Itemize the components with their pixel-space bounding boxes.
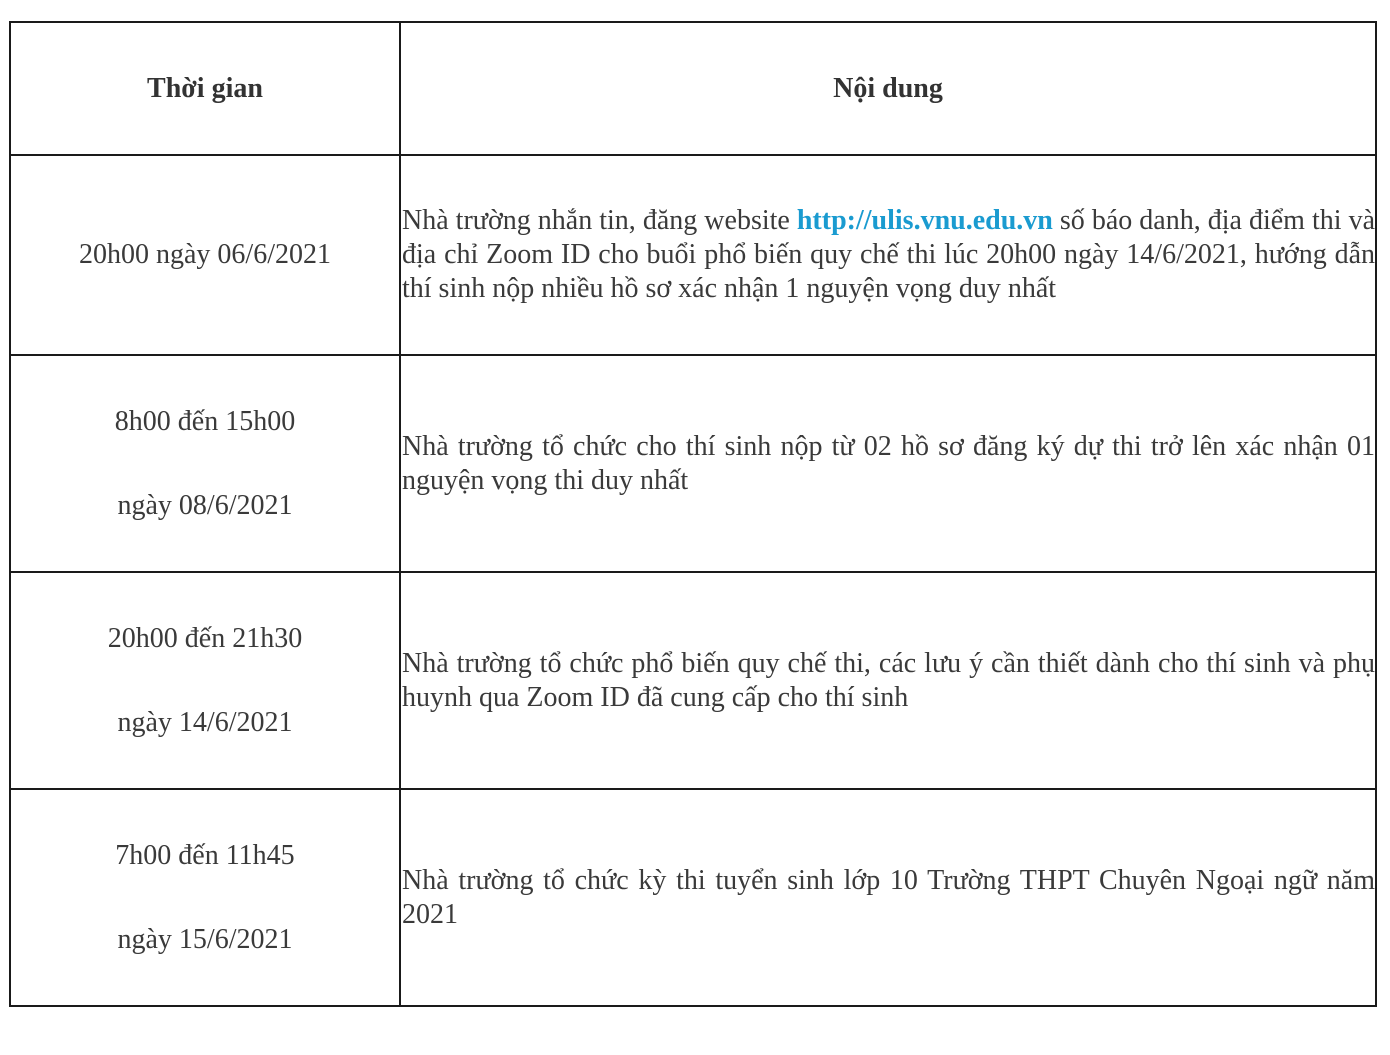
content-text-before-link: Nhà trường nhắn tin, đăng website bbox=[402, 205, 797, 236]
time-cell bbox=[10, 155, 400, 355]
time-range: 7h00 đến 11h45 bbox=[115, 839, 295, 871]
time-date: ngày 08/6/2021 bbox=[117, 489, 293, 521]
time-date: ngày 14/6/2021 bbox=[117, 706, 293, 738]
table-row bbox=[10, 572, 1376, 789]
content-text: Nhà trường tổ chức phổ biến quy chế thi, các lưu ý cần thiết dành cho thí sinh và phụ huynh qua Zoom ID đã cung cấp cho thí sinh bbox=[402, 647, 1375, 713]
time-date: ngày 15/6/2021 bbox=[117, 923, 293, 955]
time-spacer bbox=[11, 439, 399, 489]
content-cell bbox=[400, 355, 1376, 572]
time-cell bbox=[10, 572, 400, 789]
time-cell bbox=[10, 355, 400, 572]
content-text bbox=[401, 204, 1375, 306]
time-spacer bbox=[11, 873, 399, 923]
header-content: Nội dung bbox=[400, 22, 1376, 155]
table-row bbox=[10, 789, 1376, 1006]
time-spacer bbox=[11, 656, 399, 706]
content-cell bbox=[400, 789, 1376, 1006]
table-row bbox=[10, 155, 1376, 355]
table-row bbox=[10, 355, 1376, 572]
content-cell bbox=[400, 572, 1376, 789]
content-text: Nhà trường tổ chức cho thí sinh nộp từ 02 hồ sơ đăng ký dự thi trở lên xác nhận 01 nguyện vọng thi duy nhất bbox=[402, 430, 1375, 496]
table-header-row bbox=[10, 22, 1376, 155]
content-cell bbox=[400, 155, 1376, 355]
website-link[interactable]: http://ulis.vnu.edu.vn bbox=[796, 205, 1053, 236]
schedule-table bbox=[9, 21, 1377, 1007]
time-cell bbox=[10, 789, 400, 1006]
time-range: 8h00 đến 15h00 bbox=[114, 405, 296, 437]
content-text: Nhà trường tổ chức kỳ thi tuyển sinh lớp 10 Trường THPT Chuyên Ngoại ngữ năm 2021 bbox=[402, 864, 1375, 930]
time-range: 20h00 đến 21h30 bbox=[107, 622, 303, 654]
content-text-after-link: số báo danh, địa điểm thi và địa chỉ Zoom ID cho buổi phổ biến quy chế thi lúc 20h00 ngày 14/6/2021, hướng dẫn thí sinh nộp nhiều hồ sơ xác nhận 1 nguyện vọng duy nhất bbox=[402, 205, 1375, 304]
time-text: 20h00 ngày 06/6/2021 bbox=[79, 239, 331, 270]
header-time: Thời gian bbox=[10, 22, 400, 155]
